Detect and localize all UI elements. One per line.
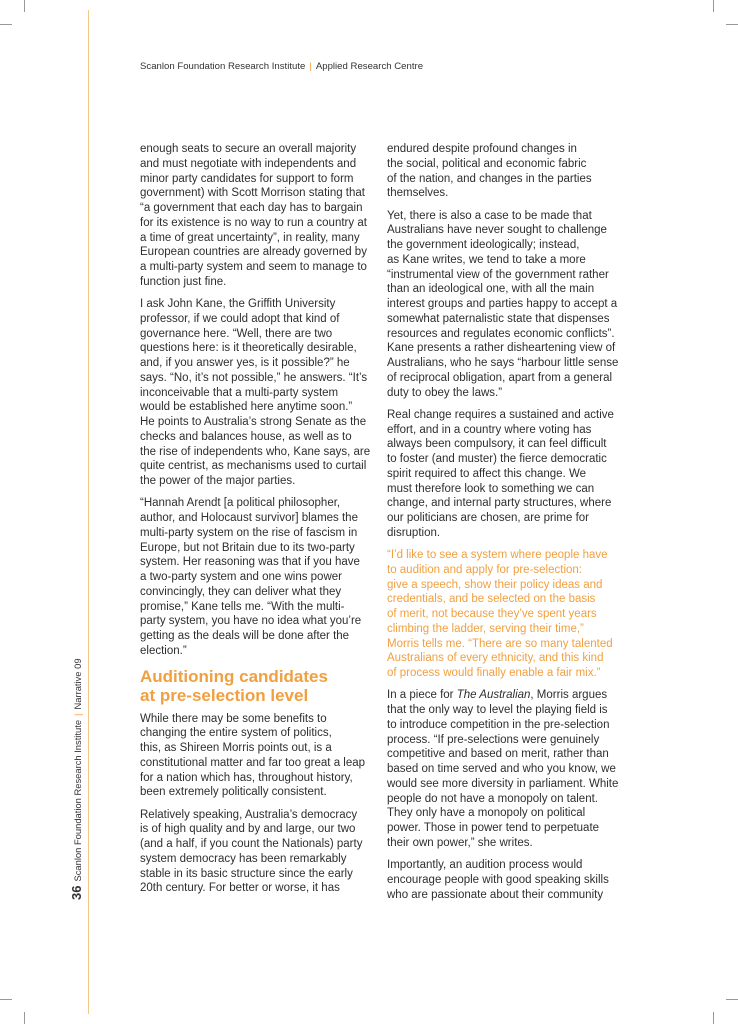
text-line: than an ideological one, with all the main [387,283,595,296]
text-line: enough seats to secure an overall majority [140,143,357,155]
text-line: people do not have a monopoly on talent. [387,792,598,805]
running-head-org: Scanlon Foundation Research Institute [140,61,306,72]
text-line: minor party candidates for support to form [140,172,354,185]
text-line: quite centrist, as mechanisms used to curtail [140,460,367,473]
text-line: Australians, who he says “harbour little sense [387,357,619,369]
text-line: Australians have never sought to challenge [387,224,607,237]
text-line: to foster (and muster) the fierce democratic [387,453,607,465]
text-line: resources and regulates economic conflicts”. [387,327,615,340]
text-line: Importantly, an audition process would [387,859,583,871]
text-line: multi-party system on the rise of fascism in [140,526,358,539]
text-line: system democracy has been remarkably [140,852,347,865]
text-line: author, and Holocaust survivor] blames the [140,512,358,524]
text-line: (and a half, if you count the Nationals) party [140,838,363,850]
text-line: as Kane writes, we tend to take a more [387,253,586,266]
text-line: says. “No, it’s not possible,” he answers. “It’s [140,371,368,384]
text-line: governance here. “Well, there are two [140,327,333,340]
text-line: “Hannah Arendt [a political philosopher, [140,497,341,510]
text-line: must therefore look to something we can [387,482,595,495]
text-line: interest groups and parties happy to accept a [387,298,618,310]
text-line: encourage people with good speaking skills [387,873,609,886]
text-line: competitive and based on merit, rather than [387,748,609,761]
text-line: endured despite profound changes in [387,143,577,155]
text-line: the rise of independents who, Kane says, are [140,445,371,458]
right-column [387,142,632,910]
text-line: the power of the major parties. [140,475,296,487]
text-line: Relatively speaking, Australia’s democracy [140,808,358,821]
text-line: for its existence is no way to run a country at [140,216,367,229]
paragraph [387,408,632,541]
text-line: effort, and in a country where voting has [387,423,592,436]
crop-mark [24,0,25,12]
paragraph [140,712,385,801]
text-line: stable in its basic structure since the early [140,867,353,880]
crop-mark [713,0,714,12]
text-line: give a speech, show their policy ideas and [387,578,603,591]
paragraph [140,496,385,658]
pull-quote [387,548,632,681]
text-line: themselves. [387,187,449,200]
running-head-separator: | [309,61,312,72]
text-line: They only have a monopoly on political [387,807,586,820]
text-line: checks and balances house, as well as to [140,430,352,443]
text-line: European countries are already governed by [140,246,367,259]
text-line: Australians of every ethnicity, and this kind [387,652,604,665]
text-line: a time of great uncertainty”, in reality, many [140,231,360,244]
text-line: of the nation, and changes in the parties [387,172,592,185]
text-line: spirit required to affect this change. We [387,467,587,480]
running-head [140,61,423,72]
text-line: questions here: is it theoretically desirable, [140,342,357,355]
text-line: to audition and apply for pre-selection: [387,563,582,576]
text-line: the government ideologically; instead, [387,239,580,251]
text-line: that the only way to level the playing field is [387,704,608,716]
text-line: Auditioning candidates [140,666,328,686]
text-line: always been compulsory, it can feel difficult [387,438,607,451]
side-folio-org: Scanlon Foundation Research Institute [72,719,83,882]
text-line: government) with Scott Morrison stating that [140,187,365,200]
text-line: system. Her reasoning was that if you have [140,556,360,569]
left-column [140,142,385,904]
paragraph [387,858,632,902]
text-line: disruption. [387,526,441,539]
text-line: who are passionate about their community [387,888,604,901]
crop-mark [0,999,12,1000]
crop-mark [726,999,738,1000]
paragraph [387,209,632,401]
crop-mark [726,24,738,25]
text-line: duty to obey the laws.” [387,386,503,399]
paragraph [387,688,632,850]
paragraph [140,142,385,290]
text-segment: , Morris argues [530,689,608,702]
text-line: “a government that each day has to bargain [140,202,363,214]
text-line: Yet, there is also a case to be made that [387,209,592,222]
crop-mark [713,1012,714,1024]
side-folio-separator: | [72,713,83,716]
text-line: getting as the deals will be done after the [140,630,350,642]
side-folio-publication: Narrative 09 [72,658,83,710]
text-line: their own power,” she writes. [387,836,533,849]
text-line: While there may be some benefits to [140,712,327,725]
text-line: would be established here anytime soon.” [140,401,353,414]
text-line: party system, you have no idea what you’re [140,615,362,628]
section-heading [140,667,385,706]
side-folio [69,658,84,900]
text-line: is of high quality and by and large, our two [140,823,356,836]
paragraph [140,808,385,897]
text-line: at pre-selection level [140,686,309,705]
text-line: to introduce competition in the pre-selection [387,718,610,731]
text-line: election.” [140,644,187,657]
text-line: process. “If pre-selections were genuinely [387,733,600,746]
text-line: change, and internal party structures, where [387,497,612,510]
text-line: for a nation which has, throughout history, [140,771,353,784]
paragraph [387,142,632,201]
text-line: credentials, and be selected on the basis [387,593,596,606]
text-line: Europe, but not Britain due to its two-party [140,541,355,554]
page-number: 36 [69,885,84,900]
text-line: “I’d like to see a system where people have [387,549,608,561]
text-line: 20th century. For better or worse, it has [140,882,340,895]
italic-title: The Australian [456,689,531,702]
text-line: “instrumental view of the government rather [387,268,609,281]
running-head-section: Applied Research Centre [315,61,424,72]
text-line: He points to Australia’s strong Senate as the [140,416,367,428]
text-line: and, if you answer yes, is it possible?” he [140,357,350,369]
text-line: constitutional matter and far too great a leap [140,756,366,769]
text-segment: In a piece for [387,689,457,702]
text-line [387,688,632,703]
crop-mark [24,1012,25,1024]
text-line: this, as Shireen Morris points out, is a [140,742,332,754]
text-line: function just fine. [140,275,227,288]
text-line: based on time served and who you know, we [387,763,616,775]
text-line: changing the entire system of politics, [140,727,332,740]
text-line: convincingly, they can deliver what they [140,585,342,598]
crop-mark [0,24,12,25]
text-line: of merit, not because they’ve spent years [387,608,597,620]
text-line: a multi-party system and seem to manage to [140,261,367,273]
text-line: and must negotiate with independents and [140,157,357,170]
text-line: somewhat paternalistic state that dispenses [387,312,610,325]
text-line: been extremely politically consistent. [140,786,327,799]
text-line: climbing the ladder, serving their time,” [387,622,584,635]
text-line: the social, political and economic fabric [387,157,587,170]
text-line: inconceivable that a multi-party system [140,386,339,399]
paragraph [140,297,385,489]
text-line: professor, if we could adopt that kind of [140,312,340,325]
text-line: our politicians are chosen, are prime for [387,512,589,524]
text-line: of reciprocal obligation, apart from a general [387,371,613,384]
text-line: of process would finally enable a fair mix.” [387,667,601,679]
text-line: a two-party system and one wins power [140,571,342,583]
text-line: Kane presents a rather disheartening view of [387,342,616,355]
text-line: I ask John Kane, the Griffith University [140,298,336,310]
text-line: Morris tells me. “There are so many talented [387,637,613,650]
text-line: would see more diversity in parliament. White [387,777,619,790]
text-line: promise,” Kane tells me. “With the multi- [140,600,345,613]
text-line: power. Those in power tend to perpetuate [387,822,600,834]
text-line: Real change requires a sustained and active [387,408,614,421]
gutter-rule [88,10,89,1014]
